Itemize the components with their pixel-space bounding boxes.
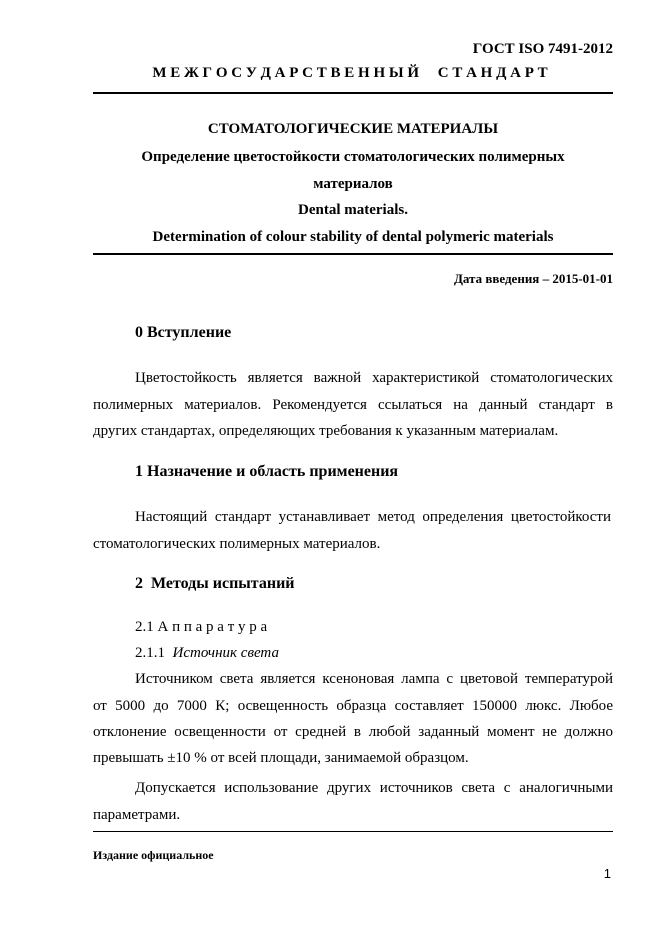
paragraph-light-source-line-2: от 5000 до 7000 К; освещенность образца составляет 150000 люкс. Любое	[93, 698, 613, 714]
subsection-2-1-heading: 2.1 А п п а р а т у р а	[135, 619, 268, 635]
footer-rule	[93, 831, 613, 832]
header-rule	[93, 92, 613, 94]
subsection-2-1-1-number: 2.1.1	[135, 645, 165, 661]
subsection-2-1-1-heading	[135, 644, 279, 662]
paragraph-light-source-line-4: превышать ±10 % от всей площади, занимаемой образцом.	[93, 750, 469, 766]
title-ru-line-2: материалов	[313, 176, 393, 192]
section-0-line-2: полимерных материалов. Рекомендуется ссылаться на данный стандарт в	[93, 397, 613, 413]
paragraph-alternative-sources-line-2: параметрами.	[93, 807, 181, 823]
paragraph-alternative-sources-line-1: Допускается использование других источников света с аналогичными	[135, 780, 613, 796]
page-number: 1	[603, 866, 611, 881]
section-0-line-3: других стандартах, определяющих требования к указанным материалам.	[93, 423, 559, 439]
section-1-line-2: стоматологических полимерных материалов.	[93, 536, 381, 552]
subsection-2-1-1-title: Источник света	[172, 645, 279, 661]
introduction-date: Дата введения – 2015-01-01	[453, 271, 613, 286]
paragraph-light-source-line-1: Источником света является ксеноновая лампа с цветовой температурой	[135, 671, 613, 687]
document-title: СТОМАТОЛОГИЧЕСКИЕ МАТЕРИАЛЫ	[207, 121, 499, 137]
document-number: ГОСТ ISO 7491-2012	[472, 41, 613, 57]
section-0-line-1: Цветостойкость является важной характеристикой стоматологических	[135, 370, 613, 386]
title-ru-line-1: Определение цветостойкости стоматологических полимерных	[141, 149, 565, 165]
section-1-line-1: Настоящий стандарт устанавливает метод определения цветостойкости	[135, 509, 611, 525]
paragraph-light-source-line-3: отклонение освещенности от средней в любой заданный момент не должно	[93, 724, 613, 740]
edition-label: Издание официальное	[93, 848, 214, 862]
title-rule	[93, 253, 613, 255]
section-1-heading: 1 Назначение и область применения	[135, 463, 399, 480]
title-en-line-1: Dental materials.	[298, 202, 408, 218]
standard-type-label: М Е Ж Г О С У Д А Р С Т В Е Н Н Ы Й С Т А Н Д А Р Т	[152, 65, 548, 81]
title-en-line-2: Determination of colour stability of dental polymeric materials	[152, 229, 554, 245]
section-2-heading: 2 Методы испытаний	[135, 575, 295, 592]
section-0-heading: 0 Вступление	[135, 324, 232, 341]
